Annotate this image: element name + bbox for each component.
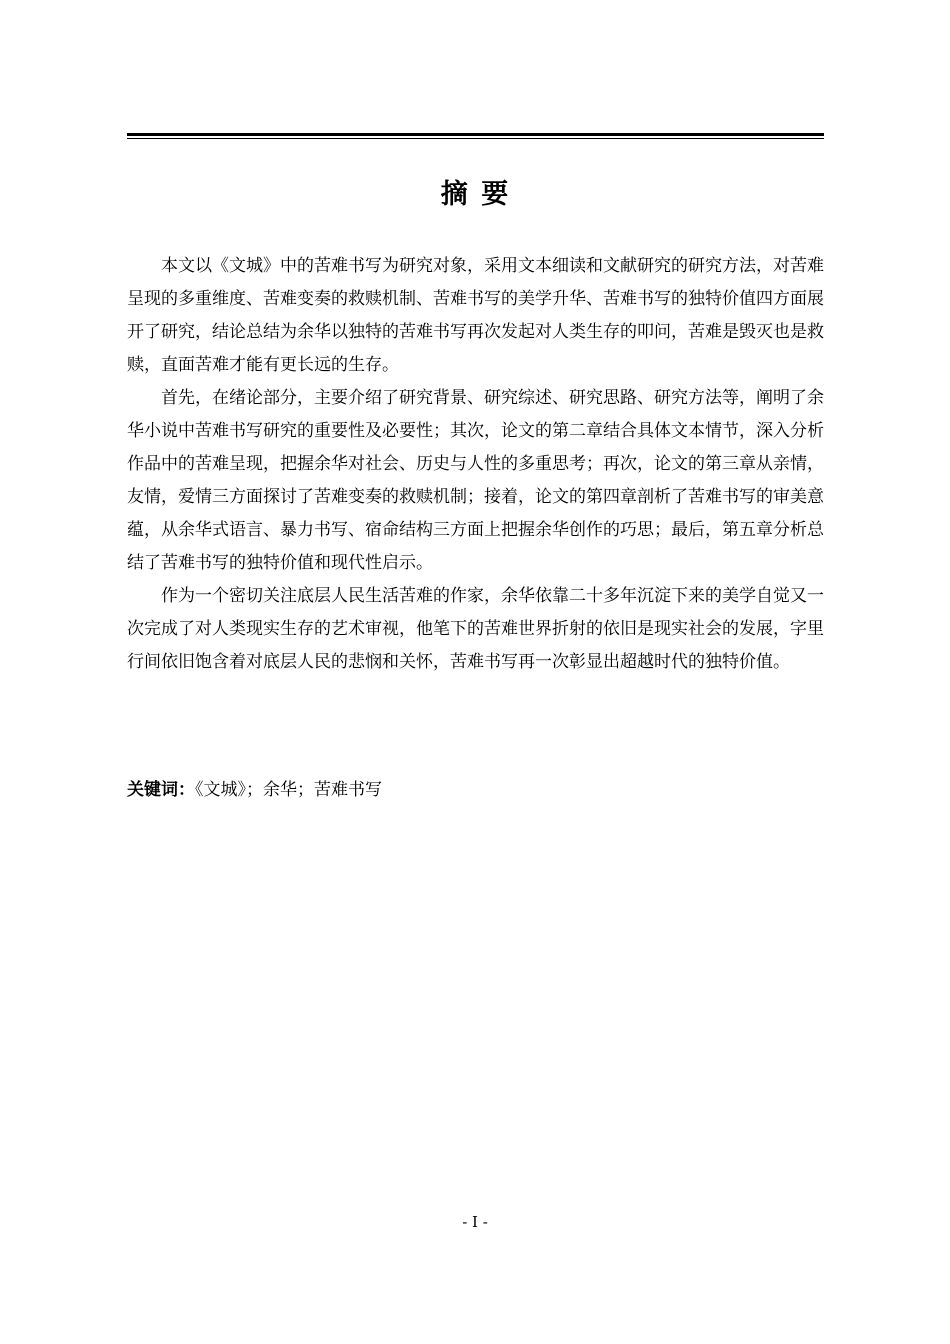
page-number: - I - bbox=[462, 1213, 488, 1231]
keywords-label: 关键词： bbox=[127, 780, 195, 800]
abstract-paragraph-3: 作为一个密切关注底层人民生活苦难的作家，余华依靠二十多年沉淀下来的美学自觉又一次完成了对人类现实生存的艺术审视，他笔下的苦难世界折射的依旧是现实社会的发展，字里行间依旧饱含着对底层人民的悲悯和关怀，苦难书写再一次彰显出超越时代的独特价值。 bbox=[127, 586, 824, 672]
abstract-paragraph-1: 本文以《文城》中的苦难书写为研究对象，采用文本细读和文献研究的研究方法，对苦难呈现的多重维度、苦难变奏的救赎机制、苦难书写的美学升华、苦难书写的独特价值四方面展开了研究，结论总结为余华以独特的苦难书写再次发起对人类生存的叩问，苦难是毁灭也是救赎，直面苦难才能有更长远的生存。 bbox=[127, 256, 824, 375]
keywords-line bbox=[127, 776, 824, 804]
header-rule-thin bbox=[127, 138, 824, 139]
abstract-paragraph-2: 首先，在绪论部分，主要介绍了研究背景、研究综述、研究思路、研究方法等，阐明了余华小说中苦难书写研究的重要性及必要性；其次，论文的第二章结合具体文本情节，深入分析作品中的苦难呈现，把握余华对社会、历史与人性的多重思考；再次，论文的第三章从亲情，友情，爱情三方面探讨了苦难变奏的救赎机制；接着，论文的第四章剖析了苦难书写的审美意蕴，从余华式语言、暴力书写、宿命结构三方面上把握余华创作的巧思；最后，第五章分析总结了苦难书写的独特价值和现代性启示。 bbox=[127, 388, 824, 573]
header-rule-thick bbox=[127, 133, 824, 136]
keywords-text: 《文城》；余华；苦难书写 bbox=[195, 780, 382, 800]
page-title: 摘 要 bbox=[440, 179, 511, 210]
abstract-body bbox=[127, 250, 824, 679]
